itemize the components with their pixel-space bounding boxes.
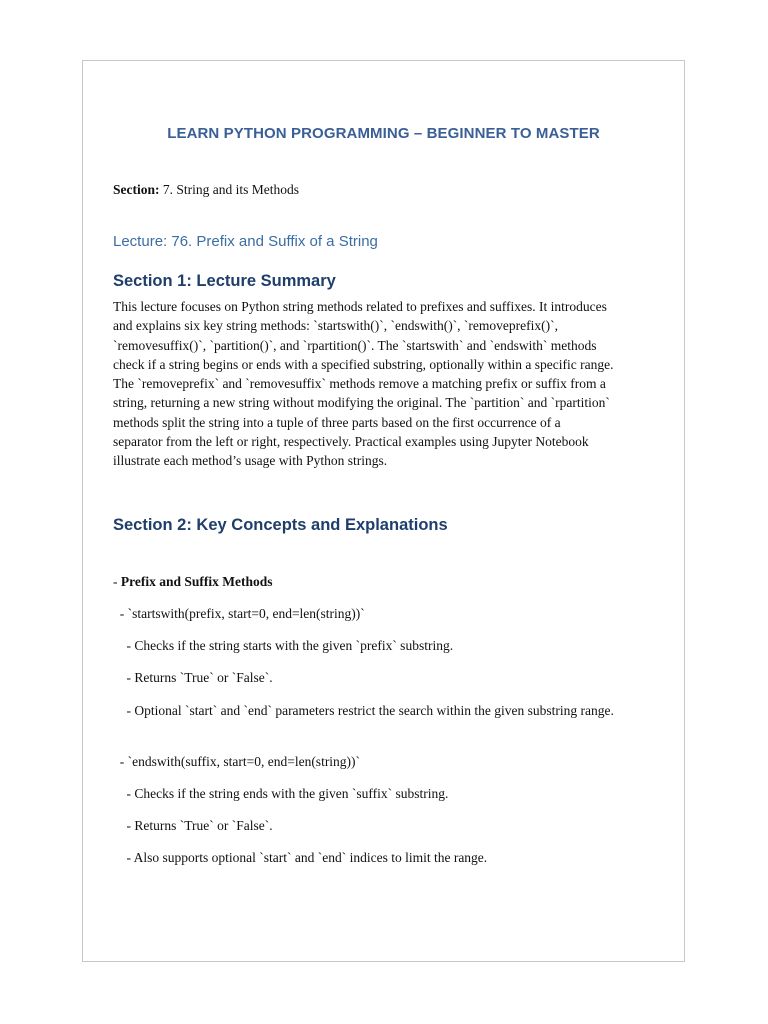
topic-label: Prefix and Suffix Methods: [120, 574, 273, 589]
endswith-point: - Also supports optional `start` and `end` indices to limit the range.: [113, 850, 488, 865]
topic-dash: -: [113, 574, 121, 589]
summary-line: The `removeprefix` and `removesuffix` methods remove a matching prefix or suffix from a: [113, 376, 606, 392]
startswith-point: - Returns `True` or `False`.: [113, 670, 273, 685]
document-page: [82, 60, 685, 962]
endswith-point: - Returns `True` or `False`.: [113, 818, 273, 833]
topic-line: [113, 574, 273, 590]
section-value: 7. String and its Methods: [159, 182, 300, 197]
summary-line: This lecture focuses on Python string methods related to prefixes and suffixes. It introduces: [113, 299, 607, 314]
lecture-title: Lecture: 76. Prefix and Suffix of a String: [113, 233, 378, 250]
document-title: LEARN PYTHON PROGRAMMING – BEGINNER TO MASTER: [167, 125, 600, 142]
startswith-signature: - `startswith(prefix, start=0, end=len(string))`: [113, 606, 365, 621]
endswith-point: - Checks if the string ends with the given `suffix` substring.: [113, 786, 449, 801]
lecture-summary: [113, 297, 661, 471]
startswith-point: - Checks if the string starts with the given `prefix` substring.: [113, 638, 454, 653]
summary-line: check if a string begins or ends with a specified substring, optionally within a specific range.: [113, 356, 614, 372]
endswith-signature: - `endswith(suffix, start=0, end=len(string))`: [113, 754, 361, 769]
startswith-point: [113, 701, 623, 721]
course-section-line: [113, 182, 299, 198]
summary-line: separator from the left or right, respectively. Practical examples using Jupyter Notebook: [113, 434, 589, 450]
startswith-point-text: - Optional `start` and `end` parameters restrict the search within the given substring range.: [113, 703, 614, 718]
summary-line: and explains six key string methods: `startswith()`, `endswith()`, `removeprefix()`,: [113, 318, 559, 334]
section-label: Section:: [113, 182, 160, 197]
summary-line: methods split the string into a tuple of three parts based on the first occurrence of a: [113, 414, 561, 430]
section-2-heading: Section 2: Key Concepts and Explanations: [113, 516, 448, 534]
summary-line: string, returning a new string without modifying the original. The `partition` and `rpartition`: [113, 395, 610, 411]
section-1-heading: Section 1: Lecture Summary: [113, 272, 336, 290]
summary-line: illustrate each method’s usage with Python strings.: [113, 453, 388, 469]
summary-line: `removesuffix()`, `partition()`, and `rpartition()`. The `startswith` and `endswith` methods: [113, 337, 597, 353]
